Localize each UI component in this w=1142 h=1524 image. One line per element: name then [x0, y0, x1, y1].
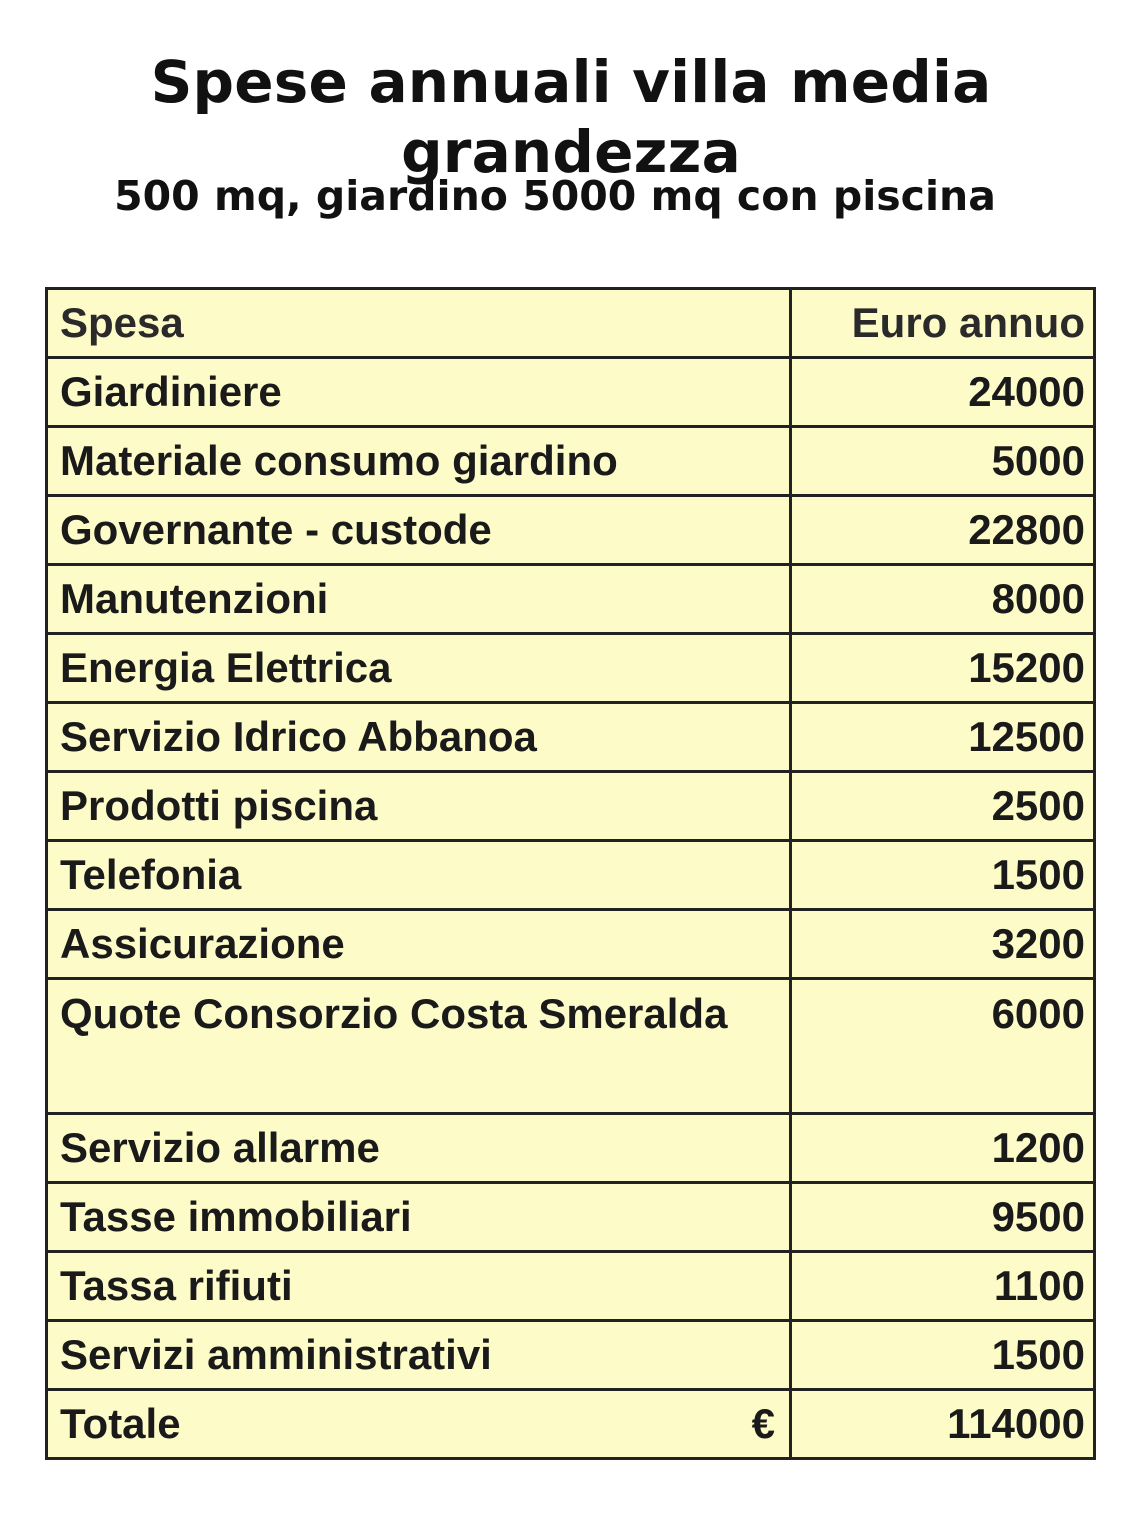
- expense-name: Telefonia: [47, 841, 791, 910]
- expense-name: Materiale consumo giardino: [47, 427, 791, 496]
- expense-name: Servizi amministrativi: [47, 1321, 791, 1390]
- expense-table: [45, 287, 1096, 1460]
- expense-name: Governante - custode: [47, 496, 791, 565]
- expense-amount: 15200: [791, 634, 1095, 703]
- total-label-cell: [47, 1390, 791, 1459]
- expense-name: Giardiniere: [47, 358, 791, 427]
- table-row: [47, 358, 1095, 427]
- total-row: [47, 1390, 1095, 1459]
- table-row: [47, 703, 1095, 772]
- expense-amount: 1500: [791, 841, 1095, 910]
- table-row: [47, 772, 1095, 841]
- expense-amount: 5000: [791, 427, 1095, 496]
- expense-amount: 1100: [791, 1252, 1095, 1321]
- expense-name: Manutenzioni: [47, 565, 791, 634]
- table-row: [47, 979, 1095, 1114]
- expense-name: Tassa rifiuti: [47, 1252, 791, 1321]
- expense-amount: 3200: [791, 910, 1095, 979]
- document-title: Spese annuali villa media grandezza: [150, 48, 992, 186]
- header-amount: Euro annuo: [791, 289, 1095, 358]
- expense-amount: 9500: [791, 1183, 1095, 1252]
- table-row: [47, 1321, 1095, 1390]
- table-row: [47, 1252, 1095, 1321]
- document-subtitle: 500 mq, giardino 5000 mq con piscina: [114, 172, 996, 220]
- total-label: Totale: [60, 1399, 181, 1447]
- table-row: [47, 565, 1095, 634]
- expense-amount: 6000: [791, 979, 1095, 1114]
- expense-name: Servizio Idrico Abbanoa: [47, 703, 791, 772]
- expense-amount: 22800: [791, 496, 1095, 565]
- table-row: [47, 910, 1095, 979]
- expense-name: Prodotti piscina: [47, 772, 791, 841]
- table-row: [47, 841, 1095, 910]
- expense-amount: 24000: [791, 358, 1095, 427]
- total-amount: 114000: [791, 1390, 1095, 1459]
- table-row: [47, 1183, 1095, 1252]
- table-row: [47, 496, 1095, 565]
- expense-amount: 1500: [791, 1321, 1095, 1390]
- expense-amount: 12500: [791, 703, 1095, 772]
- table-row: [47, 1114, 1095, 1183]
- expense-name: Tasse immobiliari: [47, 1183, 791, 1252]
- table-row: [47, 427, 1095, 496]
- expense-amount: 2500: [791, 772, 1095, 841]
- table-header-row: [47, 289, 1095, 358]
- currency-symbol: €: [751, 1399, 775, 1447]
- expense-name: Energia Elettrica: [47, 634, 791, 703]
- expense-name: Assicurazione: [47, 910, 791, 979]
- expense-amount: 1200: [791, 1114, 1095, 1183]
- expense-amount: 8000: [791, 565, 1095, 634]
- header-expense: Spesa: [47, 289, 791, 358]
- expense-name: Servizio allarme: [47, 1114, 791, 1183]
- expense-name: Quote Consorzio Costa Smeralda: [47, 979, 791, 1114]
- table-row: [47, 634, 1095, 703]
